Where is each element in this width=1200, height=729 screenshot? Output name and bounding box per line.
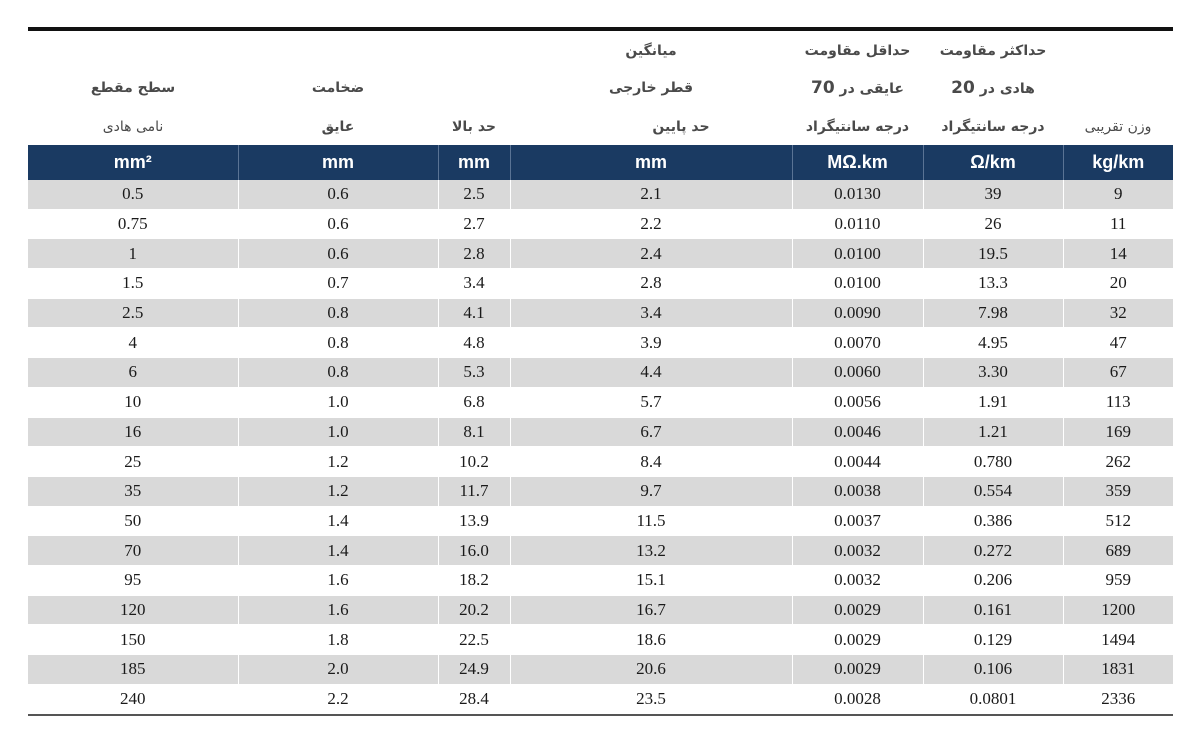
table-row — [28, 239, 1173, 269]
cell-conductor-resistance: 7.98 — [923, 298, 1063, 328]
cell-area: 70 — [28, 536, 238, 566]
cell-area: 4 — [28, 328, 238, 358]
table-row — [28, 387, 1173, 417]
table-row — [28, 595, 1173, 625]
cell-area: 120 — [28, 595, 238, 625]
cell-lower: 2.4 — [510, 239, 792, 269]
cell-upper: 22.5 — [438, 625, 510, 655]
data-rows — [28, 180, 1173, 714]
cell-conductor-resistance: 13.3 — [923, 269, 1063, 299]
cell-weight: 2336 — [1063, 684, 1173, 714]
header-weight — [1063, 31, 1173, 145]
cell-lower: 3.4 — [510, 298, 792, 328]
header-cond-temp: 20 — [951, 78, 975, 98]
cell-conductor-resistance: 0.106 — [923, 655, 1063, 685]
cell-area: 16 — [28, 417, 238, 447]
cell-upper: 6.8 — [438, 387, 510, 417]
table-row — [28, 447, 1173, 477]
cell-upper: 18.2 — [438, 565, 510, 595]
cell-thickness: 1.4 — [238, 506, 438, 536]
cell-upper: 5.3 — [438, 358, 510, 388]
cell-insulation-resistance: 0.0029 — [792, 625, 923, 655]
cell-thickness: 1.0 — [238, 417, 438, 447]
cell-lower: 16.7 — [510, 595, 792, 625]
cell-lower: 6.7 — [510, 417, 792, 447]
cell-insulation-resistance: 0.0032 — [792, 536, 923, 566]
cell-insulation-resistance: 0.0038 — [792, 476, 923, 506]
table-row — [28, 180, 1173, 209]
cell-area: 240 — [28, 684, 238, 714]
unit-lower: mm — [510, 145, 792, 180]
table-row — [28, 536, 1173, 566]
cell-insulation-resistance: 0.0070 — [792, 328, 923, 358]
cell-upper: 11.7 — [438, 476, 510, 506]
cell-lower: 8.4 — [510, 447, 792, 477]
cell-upper: 24.9 — [438, 655, 510, 685]
header-insulation-resistance — [792, 31, 923, 145]
header-lower-line: حد پایین — [652, 119, 710, 135]
header-ins-line3: درجه سانتیگراد — [805, 119, 910, 135]
table-row — [28, 506, 1173, 536]
cell-area: 6 — [28, 358, 238, 388]
cell-area: 0.75 — [28, 209, 238, 239]
cell-upper: 28.4 — [438, 684, 510, 714]
cell-insulation-resistance: 0.0044 — [792, 447, 923, 477]
cell-conductor-resistance: 4.95 — [923, 328, 1063, 358]
unit-weight: kg/km — [1063, 145, 1173, 180]
cell-conductor-resistance: 26 — [923, 209, 1063, 239]
table-row — [28, 358, 1173, 388]
cell-conductor-resistance: 0.272 — [923, 536, 1063, 566]
table-row — [28, 298, 1173, 328]
cell-conductor-resistance: 3.30 — [923, 358, 1063, 388]
cell-lower: 9.7 — [510, 476, 792, 506]
cell-weight: 47 — [1063, 328, 1173, 358]
cell-weight: 1494 — [1063, 625, 1173, 655]
cell-weight: 959 — [1063, 565, 1173, 595]
unit-conductor-resistance: Ω/km — [923, 145, 1063, 180]
header-ins-line1: حداقل مقاومت — [804, 43, 911, 59]
header-upper — [438, 31, 510, 145]
cell-weight: 14 — [1063, 239, 1173, 269]
cell-area: 0.5 — [28, 180, 238, 209]
header-area — [28, 31, 238, 145]
cell-lower: 15.1 — [510, 565, 792, 595]
cell-lower: 23.5 — [510, 684, 792, 714]
cell-weight: 67 — [1063, 358, 1173, 388]
table-row — [28, 209, 1173, 239]
cell-conductor-resistance: 0.161 — [923, 595, 1063, 625]
header-ins-line2 — [792, 78, 923, 99]
cell-thickness: 0.7 — [238, 269, 438, 299]
cell-upper: 16.0 — [438, 536, 510, 566]
cell-area: 2.5 — [28, 298, 238, 328]
cell-insulation-resistance: 0.0046 — [792, 417, 923, 447]
header-cond-line1: حداکثر مقاومت — [939, 43, 1047, 59]
cell-lower: 3.9 — [510, 328, 792, 358]
cell-weight: 20 — [1063, 269, 1173, 299]
header-outer-diameter — [510, 31, 792, 145]
cell-lower: 20.6 — [510, 655, 792, 685]
cell-lower: 18.6 — [510, 625, 792, 655]
header-thickness-line1: ضخامت — [311, 80, 365, 96]
header-ins-line2-text: عایقی در — [834, 81, 904, 97]
cell-lower: 4.4 — [510, 358, 792, 388]
cell-weight: 169 — [1063, 417, 1173, 447]
cell-lower: 2.1 — [510, 180, 792, 209]
cell-insulation-resistance: 0.0032 — [792, 565, 923, 595]
cell-thickness: 2.0 — [238, 655, 438, 685]
cell-insulation-resistance: 0.0029 — [792, 595, 923, 625]
cell-area: 185 — [28, 655, 238, 685]
cell-area: 95 — [28, 565, 238, 595]
cell-weight: 32 — [1063, 298, 1173, 328]
header-conductor-resistance — [923, 31, 1063, 145]
cell-insulation-resistance: 0.0060 — [792, 358, 923, 388]
header-row — [28, 31, 1173, 145]
cell-thickness: 0.8 — [238, 298, 438, 328]
header-od-line2: قطر خارجی — [608, 80, 694, 96]
cell-conductor-resistance: 39 — [923, 180, 1063, 209]
cell-upper: 4.8 — [438, 328, 510, 358]
header-upper-line: حد بالا — [452, 119, 496, 135]
table-row — [28, 684, 1173, 714]
cell-lower: 2.2 — [510, 209, 792, 239]
header-area-line1: سطح مقطع — [90, 80, 176, 96]
cell-area: 10 — [28, 387, 238, 417]
cell-area: 150 — [28, 625, 238, 655]
cell-insulation-resistance: 0.0100 — [792, 269, 923, 299]
cell-conductor-resistance: 0.0801 — [923, 684, 1063, 714]
cell-conductor-resistance: 0.129 — [923, 625, 1063, 655]
spec-table-container — [28, 27, 1173, 716]
cell-conductor-resistance: 0.780 — [923, 447, 1063, 477]
cell-area: 50 — [28, 506, 238, 536]
cell-upper: 2.8 — [438, 239, 510, 269]
cell-weight: 512 — [1063, 506, 1173, 536]
cell-thickness: 0.8 — [238, 358, 438, 388]
table-row — [28, 565, 1173, 595]
cell-insulation-resistance: 0.0090 — [792, 298, 923, 328]
cell-thickness: 1.6 — [238, 565, 438, 595]
cell-weight: 689 — [1063, 536, 1173, 566]
cell-insulation-resistance: 0.0100 — [792, 239, 923, 269]
cell-upper: 2.5 — [438, 180, 510, 209]
cell-conductor-resistance: 0.554 — [923, 476, 1063, 506]
cell-thickness: 1.2 — [238, 476, 438, 506]
table-row — [28, 476, 1173, 506]
table-row — [28, 625, 1173, 655]
cell-conductor-resistance: 19.5 — [923, 239, 1063, 269]
cell-thickness: 1.8 — [238, 625, 438, 655]
cell-thickness: 1.6 — [238, 595, 438, 625]
cell-area: 25 — [28, 447, 238, 477]
table-row — [28, 269, 1173, 299]
units-row — [28, 145, 1173, 180]
cell-thickness: 0.6 — [238, 239, 438, 269]
header-cond-line3: درجه سانتیگراد — [941, 119, 1045, 135]
cell-upper: 8.1 — [438, 417, 510, 447]
header-thickness — [238, 31, 438, 145]
cell-thickness: 1.4 — [238, 536, 438, 566]
table-row — [28, 655, 1173, 685]
cell-conductor-resistance: 0.206 — [923, 565, 1063, 595]
header-od-line1: میانگین — [625, 43, 677, 59]
cell-upper: 20.2 — [438, 595, 510, 625]
cell-thickness: 1.0 — [238, 387, 438, 417]
cell-conductor-resistance: 1.91 — [923, 387, 1063, 417]
table-row — [28, 328, 1173, 358]
cell-upper: 4.1 — [438, 298, 510, 328]
cell-conductor-resistance: 0.386 — [923, 506, 1063, 536]
table-row — [28, 417, 1173, 447]
cell-lower: 11.5 — [510, 506, 792, 536]
cell-lower: 13.2 — [510, 536, 792, 566]
cell-thickness: 2.2 — [238, 684, 438, 714]
cell-upper: 10.2 — [438, 447, 510, 477]
cell-lower: 2.8 — [510, 269, 792, 299]
cell-thickness: 1.2 — [238, 447, 438, 477]
cell-insulation-resistance: 0.0029 — [792, 655, 923, 685]
cell-thickness: 0.6 — [238, 180, 438, 209]
cell-thickness: 0.8 — [238, 328, 438, 358]
header-weight-line: وزن تقریبی — [1084, 119, 1152, 135]
cell-insulation-resistance: 0.0130 — [792, 180, 923, 209]
header-thickness-line2: عایق — [321, 119, 355, 135]
header-cond-line2 — [923, 78, 1063, 99]
cell-upper: 3.4 — [438, 269, 510, 299]
bottom-rule — [28, 714, 1173, 716]
cell-weight: 11 — [1063, 209, 1173, 239]
cell-upper: 13.9 — [438, 506, 510, 536]
cable-spec-table — [28, 31, 1173, 714]
unit-upper: mm — [438, 145, 510, 180]
cell-conductor-resistance: 1.21 — [923, 417, 1063, 447]
unit-insulation-resistance: MΩ.km — [792, 145, 923, 180]
header-area-line2: نامی هادی — [102, 119, 164, 135]
cell-weight: 1831 — [1063, 655, 1173, 685]
cell-weight: 262 — [1063, 447, 1173, 477]
cell-area: 1 — [28, 239, 238, 269]
cell-insulation-resistance: 0.0037 — [792, 506, 923, 536]
header-cond-line2-text: هادی در — [974, 81, 1035, 97]
cell-area: 1.5 — [28, 269, 238, 299]
cell-weight: 113 — [1063, 387, 1173, 417]
cell-lower: 5.7 — [510, 387, 792, 417]
cell-weight: 9 — [1063, 180, 1173, 209]
unit-thickness: mm — [238, 145, 438, 180]
cell-thickness: 0.6 — [238, 209, 438, 239]
cell-insulation-resistance: 0.0110 — [792, 209, 923, 239]
cell-insulation-resistance: 0.0028 — [792, 684, 923, 714]
cell-area: 35 — [28, 476, 238, 506]
header-ins-temp: 70 — [811, 78, 835, 98]
cell-weight: 1200 — [1063, 595, 1173, 625]
cell-weight: 359 — [1063, 476, 1173, 506]
cell-upper: 2.7 — [438, 209, 510, 239]
unit-area: mm² — [28, 145, 238, 180]
cell-insulation-resistance: 0.0056 — [792, 387, 923, 417]
